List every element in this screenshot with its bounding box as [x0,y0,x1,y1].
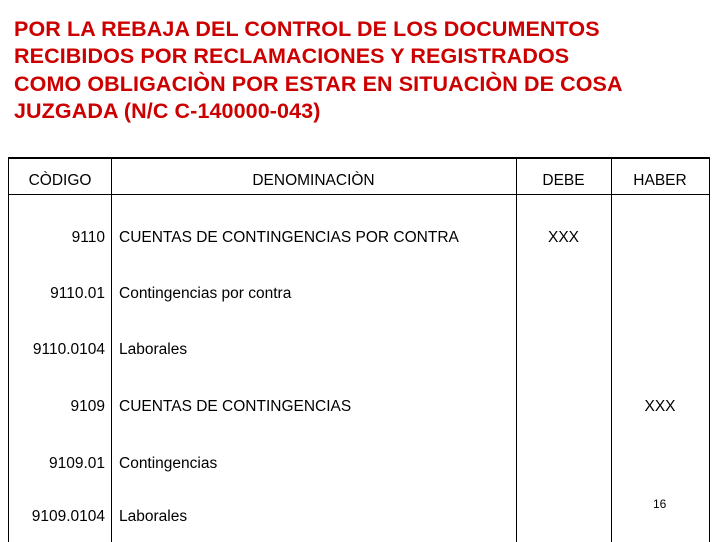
accounting-table [8,157,710,542]
row-haber: XXX [644,398,676,415]
row-name: Laborales [119,341,188,358]
title-line-1: POR LA REBAJA DEL CONTROL DE LOS DOCUMENTOS [14,17,600,41]
title-line-3: COMO OBLIGACIÒN POR ESTAR EN SITUACIÒN DE COSA [14,71,623,96]
row-code: 9110.01 [50,285,105,302]
header-codigo: CÒDIGO [28,172,92,189]
row-name: CUENTAS DE CONTINGENCIAS [119,398,352,415]
page-number: 16 [653,497,667,511]
row-name: Contingencias [119,455,218,472]
header-haber: HABER [633,172,687,189]
header-debe: DEBE [542,172,585,189]
row-debe: XXX [547,229,579,246]
row-code: 9109.0104 [31,508,105,525]
row-code: 9109 [70,398,105,415]
slide-title [14,16,690,125]
column-divider [611,159,612,542]
column-divider [111,159,112,542]
row-name: Laborales [119,508,188,525]
row-code: 9110 [71,229,105,246]
row-name: Contingencias por contra [119,285,292,302]
title-line-4: JUZGADA (N/C C-140000-043) [14,98,321,123]
header-denominacion: DENOMINACIÒN [252,172,375,189]
column-divider [516,159,517,542]
title-line-2: RECIBIDOS POR RECLAMACIONES Y REGISTRADOS [14,44,570,69]
row-code: 9109.01 [48,455,105,472]
row-name: CUENTAS DE CONTINGENCIAS POR CONTRA [119,229,459,246]
row-code: 9110.0104 [32,341,105,358]
header-divider [9,194,709,195]
